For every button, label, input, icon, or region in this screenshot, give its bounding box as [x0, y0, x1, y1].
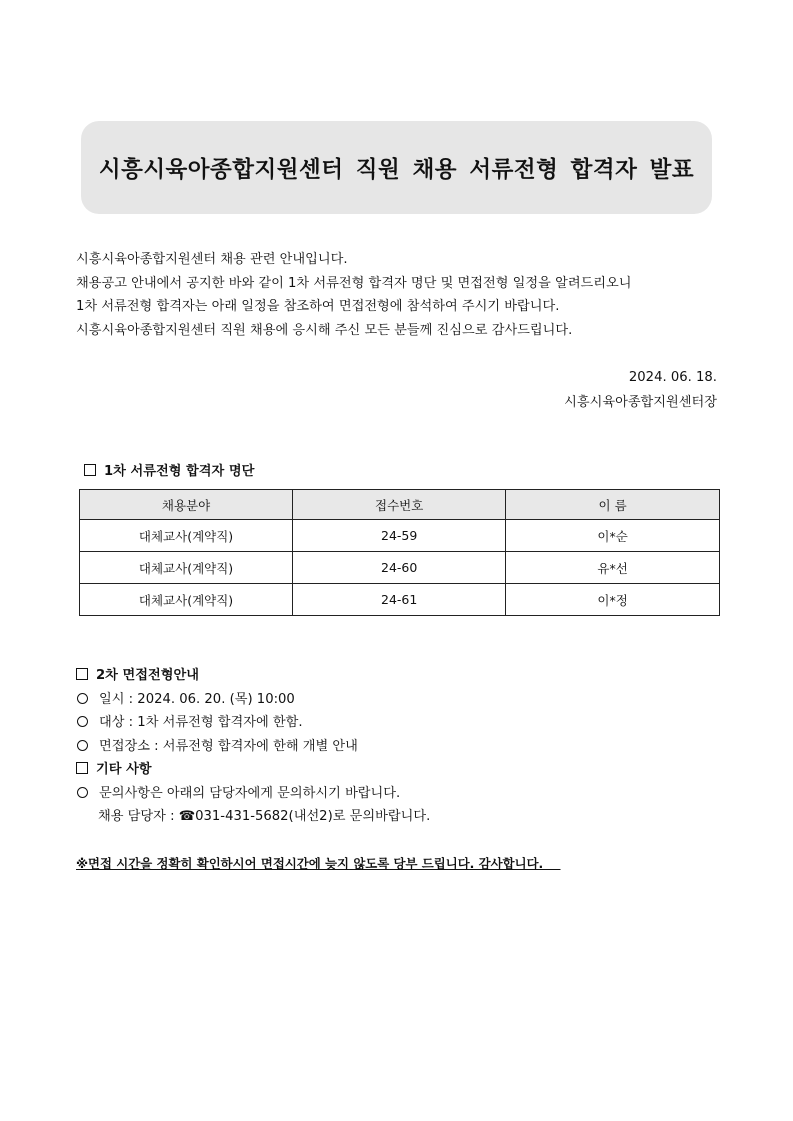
- intro-line: 시흥시육아종합지원센터 채용 관련 안내입니다.: [76, 252, 348, 267]
- section-heading-passers: [84, 460, 254, 479]
- signature-block: [564, 365, 717, 415]
- table-cell: 24-61: [293, 584, 506, 616]
- table-cell: 이*정: [506, 584, 720, 616]
- column-header: 접수번호: [293, 490, 506, 520]
- intro-line: 채용공고 안내에서 공지한 바와 같이 1차 서류전형 합격자 명단 및 면접전형 일정을 알려드리오니: [76, 275, 632, 291]
- circle-bullet-icon: [77, 716, 88, 727]
- table-cell: 24-60: [293, 552, 506, 584]
- page-title: 시흥시육아종합지원센터 직원 채용 서류전형 합격자 발표: [98, 156, 695, 183]
- list-item: [76, 711, 721, 735]
- table-header-row: [80, 490, 720, 520]
- intro-line: 시흥시육아종합지원센터 직원 채용에 응시해 주신 모든 분들께 진심으로 감사드립니다.: [76, 322, 573, 338]
- section-heading-interview: [76, 664, 721, 688]
- intro-paragraph: [76, 248, 721, 342]
- table-cell: 이*순: [506, 520, 720, 552]
- square-bullet-icon: [76, 668, 88, 680]
- table-cell: 대체교사(계약직): [80, 584, 293, 616]
- inquiry-text: 문의사항은 아래의 담당자에게 문의하시기 바랍니다.: [99, 785, 401, 801]
- list-item: [76, 782, 721, 806]
- section-heading-label: 1차 서류전형 합격자 명단: [104, 464, 255, 479]
- table-row: [80, 584, 720, 616]
- circle-bullet-icon: [77, 787, 88, 798]
- issue-date: 2024. 06. 18.: [628, 370, 717, 385]
- contact-line: 채용 담당자 : ☎031-431-5682(내선2)로 문의바랍니다.: [98, 809, 431, 824]
- column-header: 이 름: [506, 490, 720, 520]
- passers-table: [79, 489, 720, 616]
- table-cell: 유*선: [506, 552, 720, 584]
- section-heading-other: [76, 758, 721, 782]
- interview-target: 대상 : 1차 서류전형 합격자에 한함.: [99, 715, 303, 730]
- table-cell: 대체교사(계약직): [80, 520, 293, 552]
- table-cell: 대체교사(계약직): [80, 552, 293, 584]
- issuer-name: 시흥시육아종합지원센터장: [564, 395, 717, 410]
- circle-bullet-icon: [77, 693, 88, 704]
- table-row: [80, 520, 720, 552]
- interview-datetime: 일시 : 2024. 06. 20. (목) 10:00: [99, 691, 295, 707]
- title-banner: [81, 121, 712, 214]
- section-heading-label: 기타 사항: [96, 762, 152, 777]
- circle-bullet-icon: [77, 740, 88, 751]
- closing-notice: ※면접 시간을 정확히 확인하시어 면접시간에 늦지 않도록 당부 드립니다. 감사합니다.: [76, 856, 561, 871]
- list-item: [76, 688, 721, 712]
- table-cell: 24-59: [293, 520, 506, 552]
- section-heading-label: 2차 면접전형안내: [96, 668, 199, 683]
- column-header: 채용분야: [80, 490, 293, 520]
- interview-location: 면접장소 : 서류전형 합격자에 한해 개별 안내: [99, 738, 358, 754]
- list-item: [76, 735, 721, 759]
- interview-info: [76, 664, 721, 829]
- square-bullet-icon: [76, 762, 88, 774]
- table-row: [80, 552, 720, 584]
- intro-line: 1차 서류전형 합격자는 아래 일정을 참조하여 면접전형에 참석하여 주시기 바랍니다.: [76, 299, 560, 314]
- square-bullet-icon: [84, 464, 96, 476]
